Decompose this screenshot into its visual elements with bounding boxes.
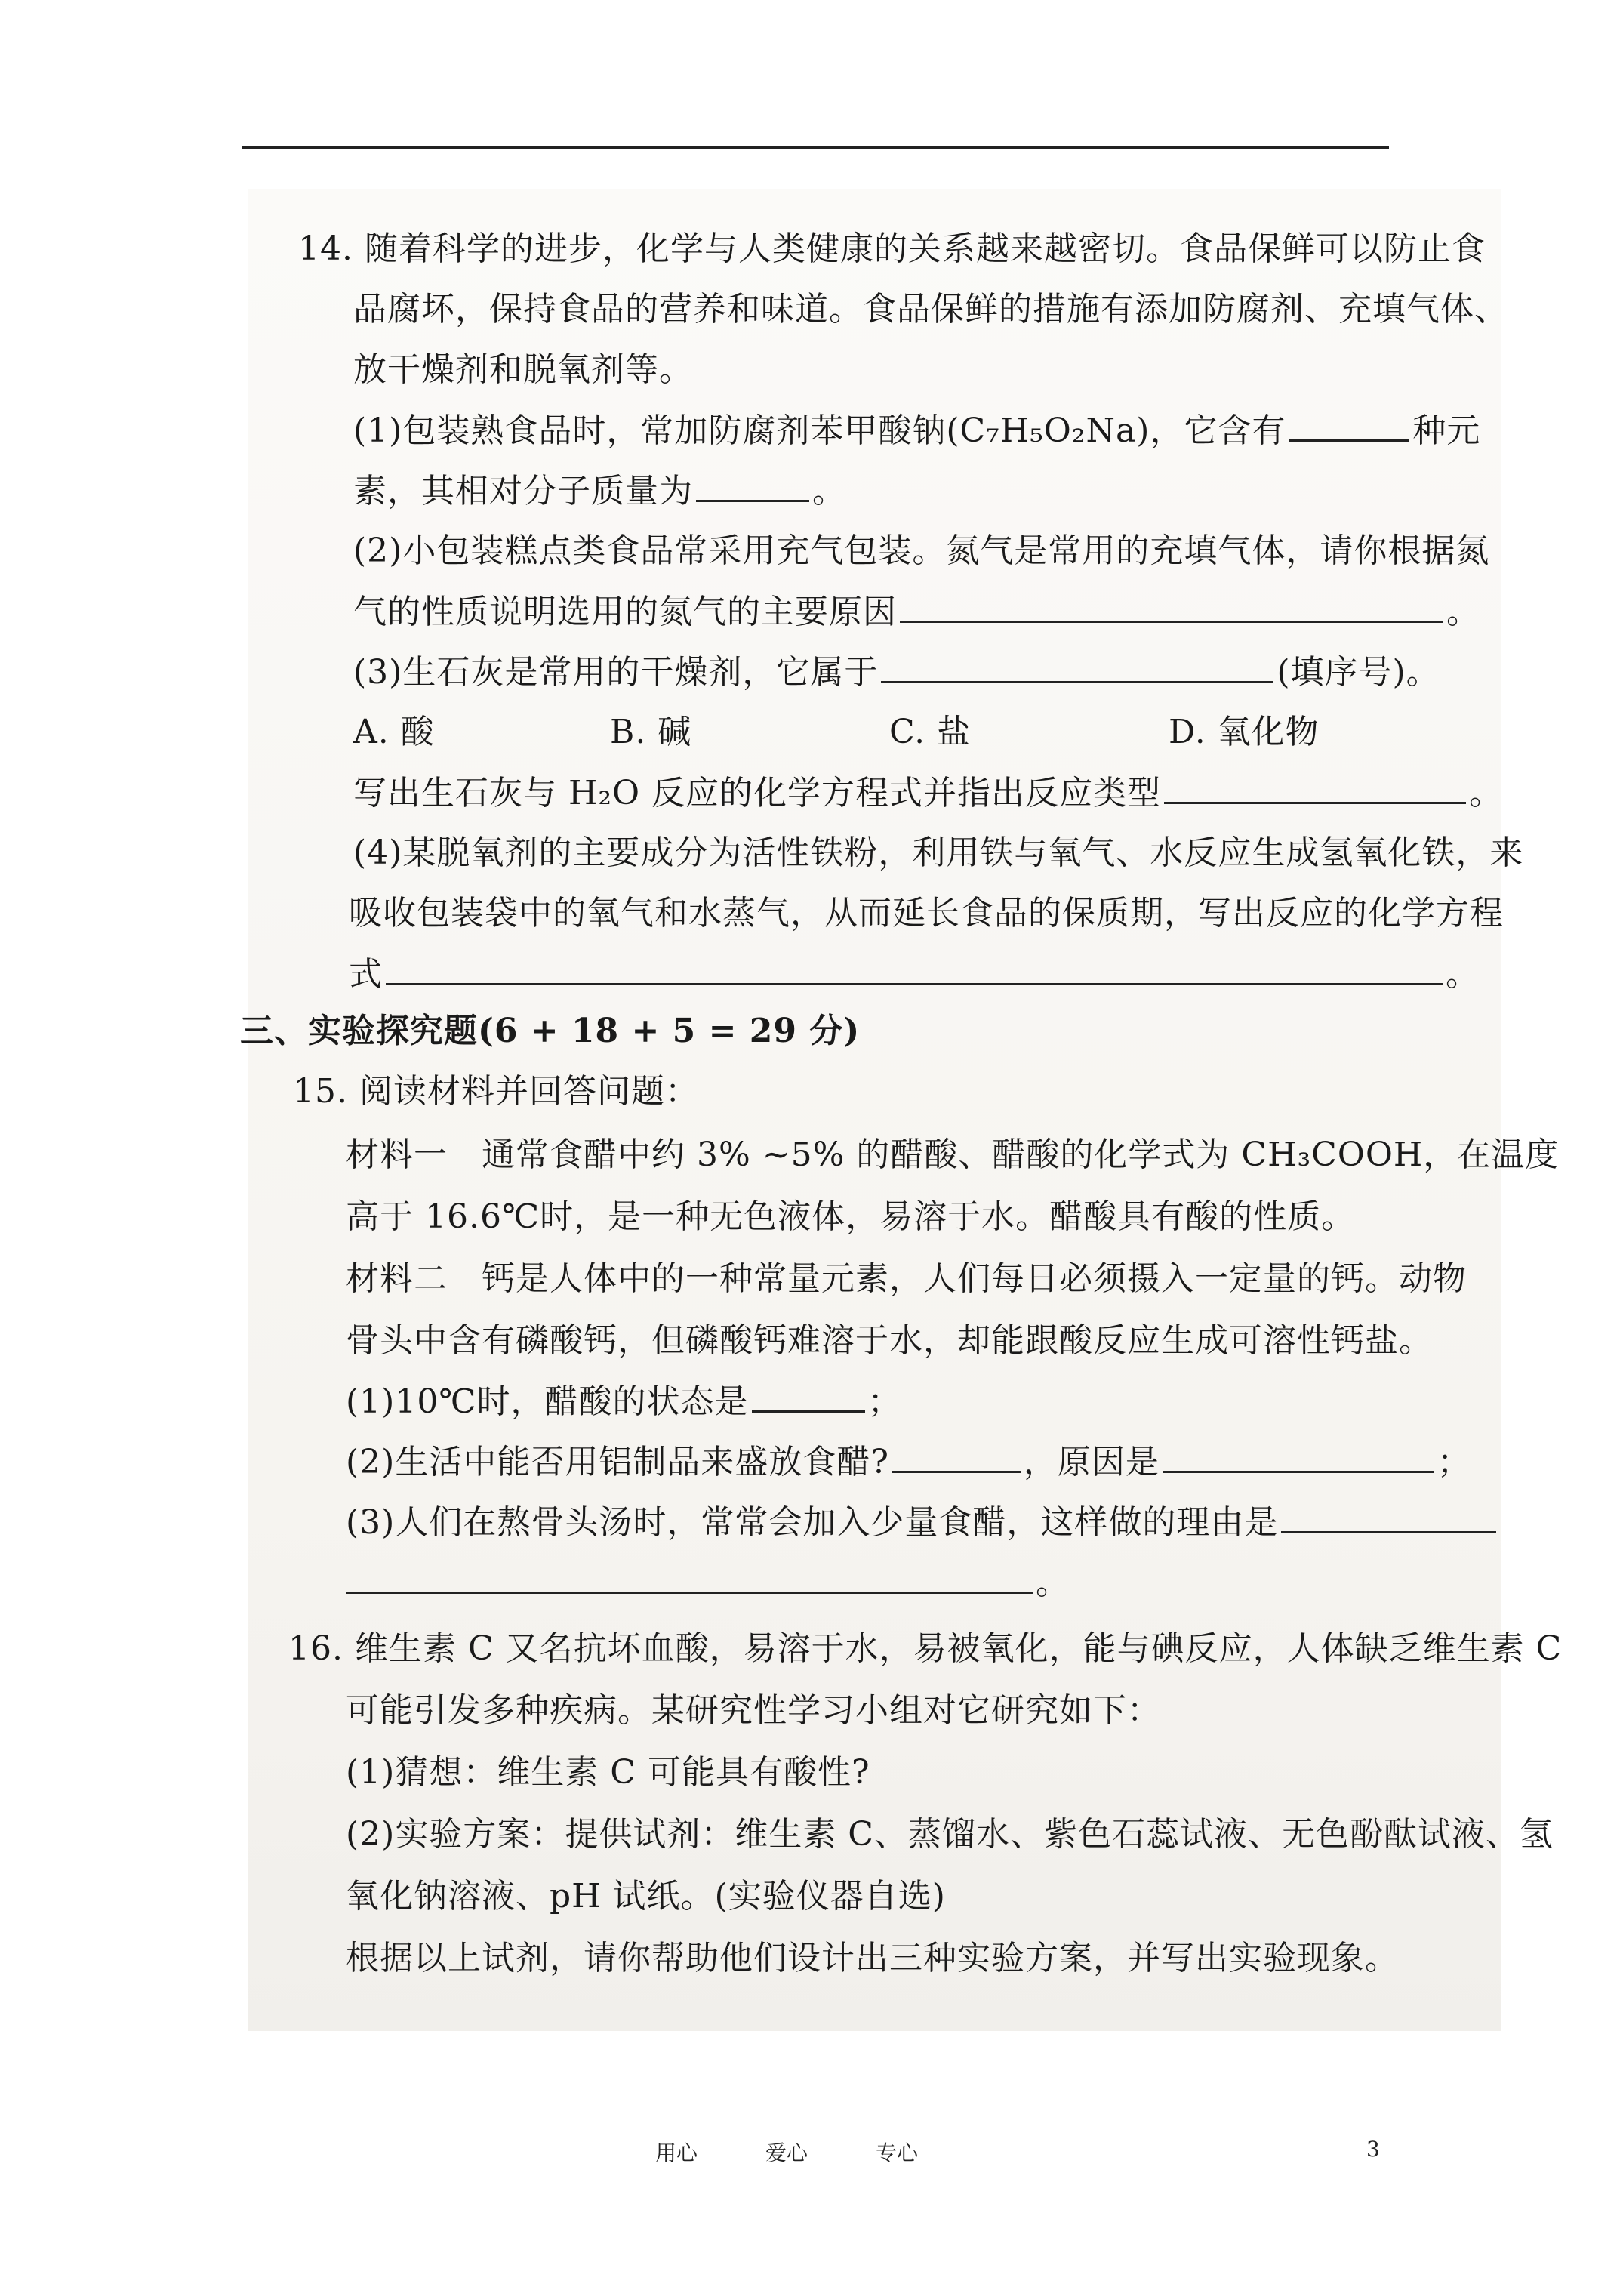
q15-line-1: 15. 阅读材料并回答问题： xyxy=(293,1072,699,1111)
footer-motto-2: 爱心 xyxy=(765,2140,808,2165)
footer-motto-1: 用心 xyxy=(655,2140,698,2165)
option-c: C. 盐 xyxy=(889,713,972,751)
answer-blank-acetic-state[interactable] xyxy=(752,1379,865,1413)
q15-part2-reason-label: ，原因是 xyxy=(1023,1443,1160,1481)
footer-motto-3: 专心 xyxy=(876,2140,919,2165)
answer-blank-nitrogen-reason[interactable] xyxy=(900,589,1443,623)
q14-line-2: 品腐坏，保持食品的营养和味道。食品保鲜的措施有添加防腐剂、充填气体、 xyxy=(353,290,1508,328)
q14-part2-line-2 xyxy=(353,589,1480,635)
q14-line-3: 放干燥剂和脱氧剂等。 xyxy=(353,350,693,389)
option-b: B. 碱 xyxy=(610,713,692,751)
q14-part4-line-3 xyxy=(349,951,1480,997)
q14-part2-text: 气的性质说明选用的氮气的主要原因 xyxy=(353,593,897,631)
q14-part4-end: 。 xyxy=(1446,955,1480,994)
option-a: A. 酸 xyxy=(353,713,435,751)
q15-part2-end: ； xyxy=(1437,1443,1471,1481)
q14-part1-end: 。 xyxy=(812,472,846,510)
answer-blank-molecular-mass[interactable] xyxy=(696,468,809,502)
answer-blank-lime-equation[interactable] xyxy=(1164,770,1466,804)
q14-line-1: 14. 随着科学的进步，化学与人类健康的关系越来越密切。食品保鲜可以防止食 xyxy=(298,230,1486,268)
answer-blank-aluminum-yes-no[interactable] xyxy=(892,1439,1021,1473)
q15-part3-line-2 xyxy=(346,1560,1070,1606)
q14-part3-line-2 xyxy=(353,770,1503,816)
q16-line-2: 可能引发多种疾病。某研究性学习小组对它研究如下： xyxy=(346,1691,1161,1730)
q14-part1-unit: 种元 xyxy=(1412,411,1481,450)
q14-part1-text-2: 素，其相对分子质量为 xyxy=(353,472,693,510)
q15-part3-end: 。 xyxy=(1036,1564,1070,1602)
answer-blank-aluminum-reason[interactable] xyxy=(1163,1439,1434,1473)
q15-material2-line-2: 骨头中含有磷酸钙，但磷酸钙难溶于水，却能跟酸反应生成可溶性钙盐。 xyxy=(346,1321,1433,1360)
q15-part1-end: ； xyxy=(867,1382,902,1421)
q15-material2-line-1: 材料二 钙是人体中的一种常量元素，人们每日必须摄入一定量的钙。动物 xyxy=(346,1259,1467,1298)
q15-material1-line-2: 高于 16.6℃时，是一种无色液体，易溶于水。醋酸具有酸的性质。 xyxy=(346,1197,1356,1236)
q14-part3-end: 。 xyxy=(1469,774,1504,812)
q16-line-1: 16. 维生素 C 又名抗坏血酸，易溶于水，易被氧化，能与碘反应，人体缺乏维生素 C xyxy=(288,1629,1563,1668)
q15-part2 xyxy=(346,1439,1471,1485)
q15-part1-text: (1)10℃时，醋酸的状态是 xyxy=(346,1382,749,1421)
q15-material1-line-1: 材料一 通常食醋中约 3% ~5% 的醋酸、醋酸的化学式为 CH₃COOH，在温度 xyxy=(346,1136,1560,1174)
answer-blank-vinegar-reason-1[interactable] xyxy=(1281,1499,1496,1533)
q14-part3-text: (3)生石灰是常用的干燥剂，它属于 xyxy=(353,653,879,692)
header-rule xyxy=(242,146,1389,149)
answer-blank-element-count[interactable] xyxy=(1289,408,1409,442)
q14-part3-hint: (填序号)。 xyxy=(1277,653,1440,692)
q15-part1 xyxy=(346,1379,902,1425)
answer-blank-vinegar-reason-2[interactable] xyxy=(346,1560,1033,1594)
q14-part4-line-2: 吸收包装袋中的氧气和水蒸气，从而延长食品的保质期，写出反应的化学方程 xyxy=(349,894,1504,932)
q15-part2-text: (2)生活中能否用铝制品来盛放食醋? xyxy=(346,1443,889,1481)
q14-part4-text: 式 xyxy=(349,955,383,994)
q14-part2-line-1: (2)小包装糕点类食品常采用充气包装。氮气是常用的充填气体，请你根据氮 xyxy=(353,532,1490,570)
q15-part3-line-1 xyxy=(346,1499,1499,1546)
q14-part2-end: 。 xyxy=(1446,593,1480,631)
q16-part2-line-2: 氧化钠溶液、pH 试纸。(实验仪器自选) xyxy=(346,1877,946,1915)
q16-part3: 根据以上试剂，请你帮助他们设计出三种实验方案，并写出实验现象。 xyxy=(346,1939,1399,1977)
q14-part1-line-1 xyxy=(353,408,1480,454)
page-number: 3 xyxy=(1366,2137,1380,2162)
q15-part3-text: (3)人们在熬骨头汤时，常常会加入少量食醋，这样做的理由是 xyxy=(346,1503,1279,1542)
answer-blank-classification[interactable] xyxy=(881,649,1273,683)
answer-blank-iron-equation[interactable] xyxy=(386,951,1443,985)
q14-part3-equation-text: 写出生石灰与 H₂O 反应的化学方程式并指出反应类型 xyxy=(353,774,1162,812)
q14-part1-text: (1)包装熟食品时，常加防腐剂苯甲酸钠(C₇H₅O₂Na)，它含有 xyxy=(353,411,1286,450)
section-heading: 三、实验探究题(6 + 18 + 5 = 29 分) xyxy=(240,1012,861,1050)
q16-part1: (1)猜想：维生素 C 可能具有酸性? xyxy=(346,1753,870,1792)
q16-part2-line-1: (2)实验方案：提供试剂：维生素 C、蒸馏水、紫色石蕊试液、无色酚酞试液、氢 xyxy=(346,1815,1554,1854)
q14-part3-line-1 xyxy=(353,649,1440,695)
option-d: D. 氧化物 xyxy=(1169,713,1320,751)
q14-part1-line-2 xyxy=(353,468,846,514)
q14-part4-line-1: (4)某脱氧剂的主要成分为活性铁粉，利用铁与氧气、水反应生成氢氧化铁，来 xyxy=(353,834,1524,872)
